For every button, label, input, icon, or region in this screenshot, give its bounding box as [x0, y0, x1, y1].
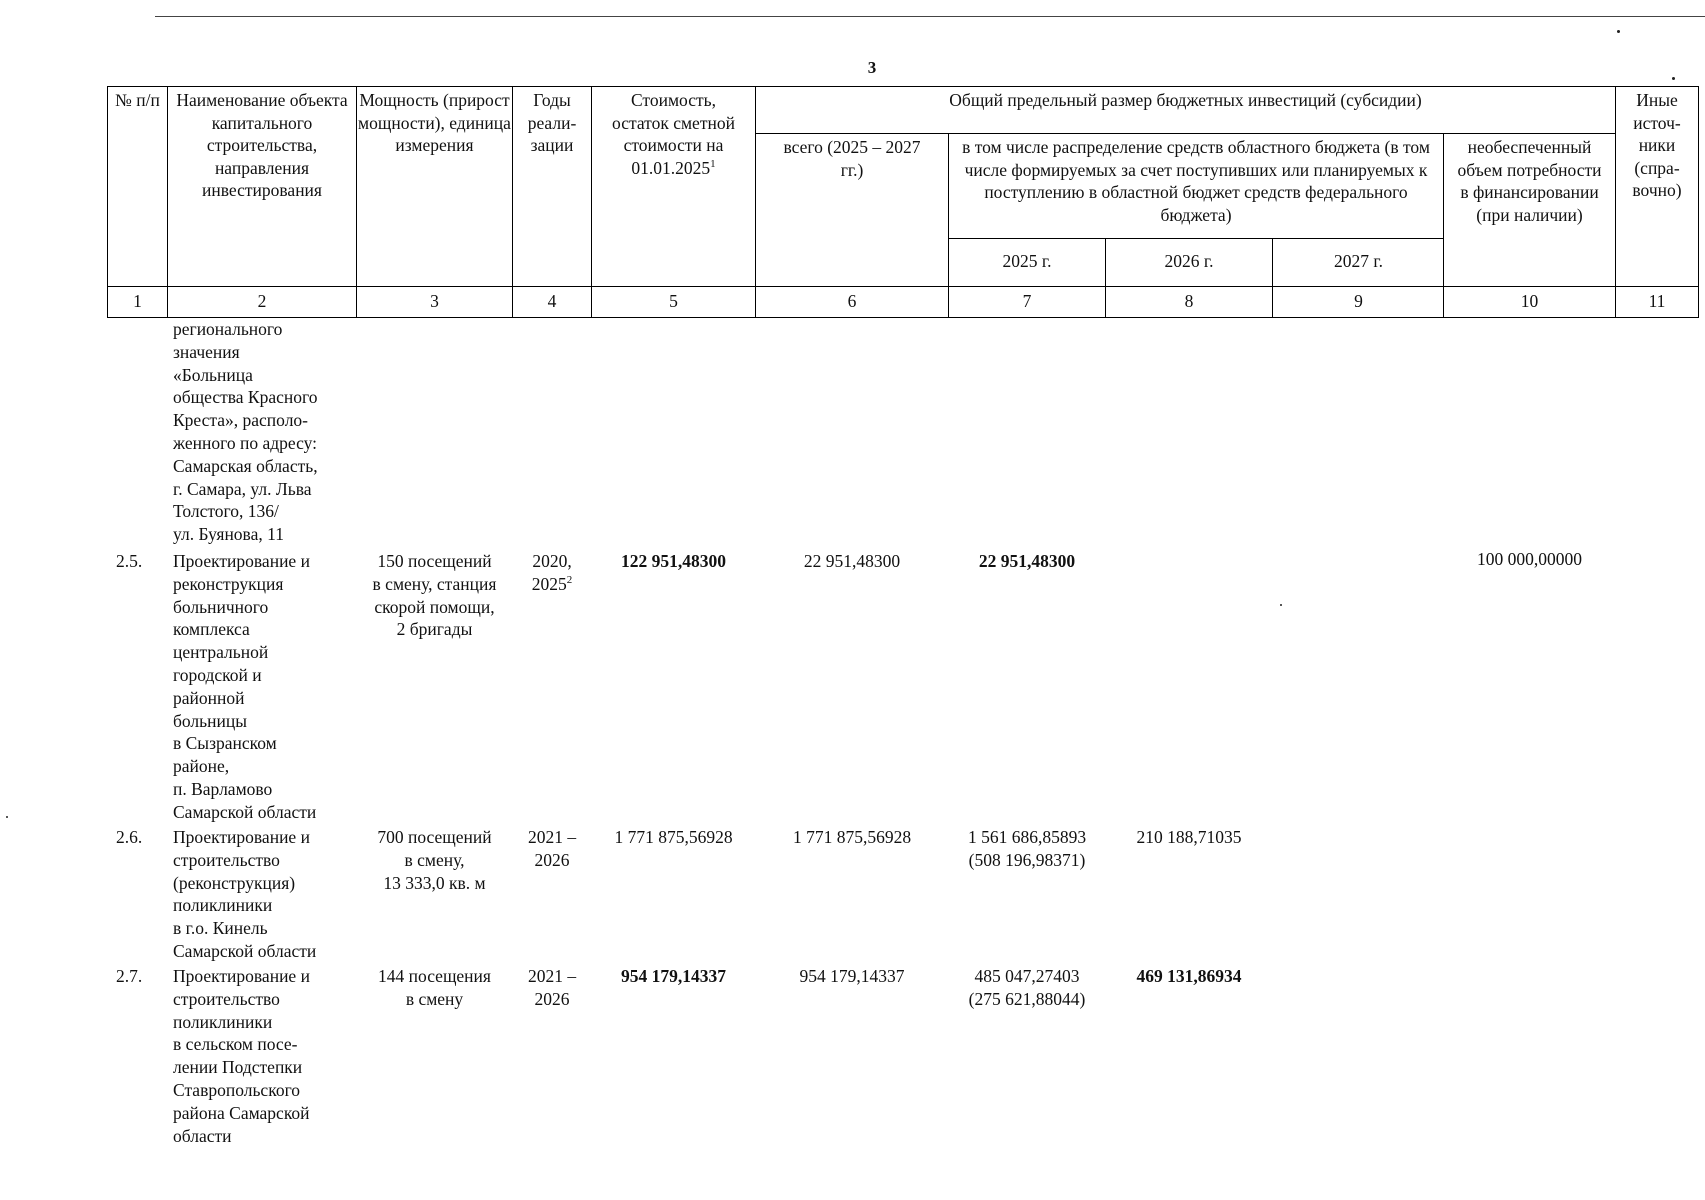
scan-speck [1280, 604, 1282, 606]
row-years: 2021 – 2026 [527, 966, 577, 1009]
row-capacity: 150 посещений в смену, станция скорой помощи, 2 бригады [372, 551, 497, 640]
header-col-2026: 2026 г. [1105, 238, 1273, 287]
header-col-name: Наименование объекта капитального строительства, направления инвестирования [167, 86, 357, 287]
row-amount-2025: 22 951,48300 [978, 551, 1076, 571]
header-col-cost-text: Стоимость, остаток сметной стоимости на 01.01.2025 [612, 90, 735, 178]
row-number: 2.6. [116, 827, 143, 847]
header-subgroup-regional: в том числе распределение средств областного бюджета (в том числе формируемых за счет поступивших или планируемых к поступлению в областной бюджет средств федерального бюджета) [948, 133, 1444, 239]
column-number-9: 9 [1272, 286, 1445, 318]
row-amount-2026: 469 131,86934 [1136, 966, 1242, 986]
row-years: 2021 – 2026 [527, 827, 577, 870]
page-number: 3 [867, 58, 877, 77]
header-group-investment: Общий предельный размер бюджетных инвестиций (субсидии) [755, 86, 1616, 134]
row-amount-2025-federal: (508 196,98371) [968, 850, 1086, 870]
row-cost: 1 771 875,56928 [614, 827, 733, 847]
row-total: 954 179,14337 [799, 966, 905, 986]
header-col-cost-footnote: 1 [710, 157, 716, 170]
previous-row-name-continuation: регионального значения «Больница общества Красного Креста», располо- женного по адресу: Самарская область, г. Самара, ул. Льва Толстого, 136/ ул. Буянова, 11 [173, 319, 318, 545]
row-amount-2026: 210 188,71035 [1136, 827, 1242, 847]
column-number-7: 7 [948, 286, 1106, 318]
row-object-name: Проектирование и строительство (реконструкция) поликлиники в г.о. Кинель Самарской области [173, 827, 317, 961]
header-col-2025: 2025 г. [948, 238, 1106, 287]
row-number: 2.7. [116, 966, 143, 986]
row-object-name: Проектирование и реконструкция больничного комплекса центральной городской и районной больницы в Сызранском районе, п. Варламово Самарской области [173, 551, 317, 822]
row-total: 22 951,48300 [803, 551, 901, 571]
header-col-years [512, 86, 592, 287]
header-col-total: всего (2025 – 2027 гг.) [755, 133, 949, 287]
row-amount-2025-federal: (275 621,88044) [968, 989, 1086, 1009]
column-number-11: 11 [1615, 286, 1699, 318]
row-total: 1 771 875,56928 [792, 827, 912, 847]
row-cost: 954 179,14337 [621, 966, 726, 986]
column-number-6: 6 [755, 286, 949, 318]
row-object-name: Проектирование и строительство поликлиники в сельском посе- лении Подстепки Ставропольского района Самарской области [173, 966, 310, 1146]
scan-speck [1617, 30, 1620, 33]
row-years-footnote: 2 [566, 573, 573, 586]
row-amount-2025: 485 047,27403 [974, 966, 1080, 986]
row-number: 2.5. [116, 551, 143, 571]
column-number-8: 8 [1105, 286, 1273, 318]
row-unfunded: 100 000,00000 [1477, 549, 1582, 569]
header-col-capacity: Мощность (прирост мощности), единица измерения [356, 86, 513, 287]
top-border-line [155, 16, 1705, 17]
column-number-3: 3 [356, 286, 513, 318]
header-col-number: № п/п [107, 86, 168, 287]
scan-speck [6, 816, 8, 818]
scan-speck [1672, 77, 1675, 80]
header-col-other: Иные источ-ники (спра-вочно) [1615, 86, 1699, 287]
column-number-1: 1 [107, 286, 168, 318]
header-col-unfunded: необеспеченный объем потребности в финансировании (при наличии) [1443, 133, 1616, 287]
row-cost: 122 951,48300 [621, 551, 726, 571]
row-capacity: 700 посещений в смену, 13 333,0 кв. м [377, 827, 492, 893]
row-years-text: 2020, 2025 [531, 551, 572, 594]
column-number-10: 10 [1443, 286, 1616, 318]
row-years [512, 550, 592, 596]
column-number-4: 4 [512, 286, 592, 318]
header-col-2027: 2027 г. [1272, 238, 1445, 287]
column-number-2: 2 [167, 286, 357, 318]
row-amount-2025: 1 561 686,85893 [967, 827, 1087, 847]
column-number-5: 5 [591, 286, 756, 318]
row-capacity: 144 посещения в смену [378, 966, 491, 1009]
header-col-years-text: Годы реали-зации [527, 90, 577, 155]
header-col-cost [591, 86, 756, 287]
